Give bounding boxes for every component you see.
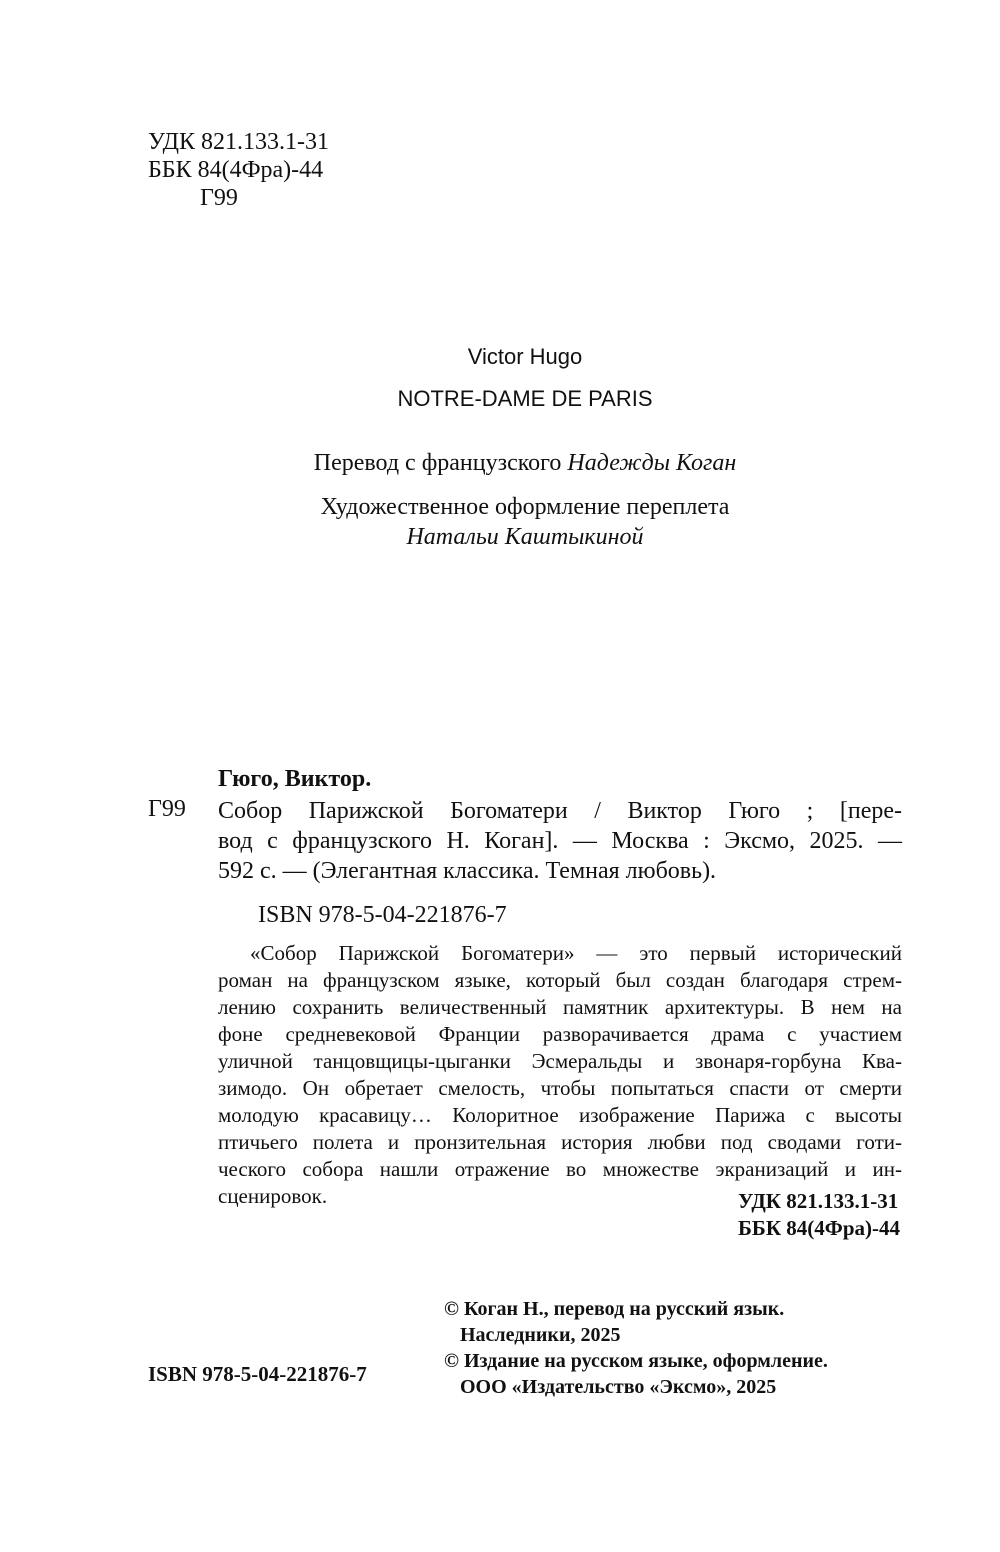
translator-credit — [0, 450, 1000, 477]
annotation-line: фоне средневековой Франции разворачивается драма с участием — [218, 1022, 902, 1046]
bbk-code: ББК 84(4Фра)-44 — [148, 157, 324, 183]
original-title: NOTRE-DAME DE PARIS — [397, 386, 653, 411]
copyright-notice — [444, 1296, 828, 1400]
annotation-line: зимодо. Он обретает смелость, чтобы попытаться спасти от смерти — [218, 1076, 902, 1100]
designer-name: Натальи Каштыкиной — [406, 524, 644, 550]
translator-name: Надежды Коган — [567, 450, 737, 476]
bibliography-description — [218, 796, 902, 886]
annotation-line: ческого собора нашли отражение во множестве экранизаций и ин- — [218, 1157, 902, 1181]
annotation-line: уличной танцовщицы-цыганки Эсмеральды и звонаря-горбуна Ква- — [218, 1049, 902, 1073]
bottom-classification-codes — [738, 1188, 900, 1242]
copyright-line: © Издание на русском языке, оформление. — [444, 1350, 828, 1372]
annotation — [218, 940, 902, 1210]
author-sign-code: Г99 — [200, 185, 238, 211]
classification-codes — [148, 128, 329, 212]
bibliography-code: Г99 — [148, 796, 186, 822]
description-line: 592 с. — (Элегантная классика. Темная любовь). — [218, 858, 717, 884]
copyright-line: © Коган Н., перевод на русский язык. — [444, 1298, 785, 1320]
original-author: Victor Hugo — [467, 344, 583, 369]
bottom-udk-code: УДК 821.133.1-31 — [738, 1189, 899, 1213]
annotation-line: птичьего полета и пронзительная история любви под сводами готи- — [218, 1130, 902, 1154]
bottom-bbk-code: ББК 84(4Фра)-44 — [738, 1216, 900, 1240]
annotation-line: лению сохранить величественный памятник архитектуры. В нем на — [218, 995, 902, 1019]
annotation-line: сценировок. — [218, 1184, 328, 1208]
annotation-line: молодую красавицу… Колоритное изображение Парижа с высоты — [218, 1103, 902, 1127]
isbn-bottom: ISBN 978-5-04-221876-7 — [148, 1362, 367, 1386]
annotation-line: роман на французском языке, который был создан благодаря стрем- — [218, 968, 902, 992]
design-credit: Художественное оформление переплета — [320, 494, 730, 520]
translation-prefix: Перевод с французского — [313, 450, 568, 476]
description-line: Собор Парижской Богоматери / Виктор Гюго ; [пере- — [218, 798, 902, 824]
description-line: вод с французского Н. Коган]. — Москва : Эксмо, 2025. — — [218, 828, 902, 854]
bibliography-author: Гюго, Виктор. — [218, 766, 372, 792]
bibliography-isbn: ISBN 978-5-04-221876-7 — [258, 902, 507, 928]
copyright-line: ООО «Издательство «Эксмо», 2025 — [460, 1376, 777, 1398]
annotation-line: «Собор Парижской Богоматери» — это первый исторический — [250, 941, 902, 965]
copyright-line: Наследники, 2025 — [460, 1324, 621, 1346]
udk-code: УДК 821.133.1-31 — [148, 129, 329, 155]
